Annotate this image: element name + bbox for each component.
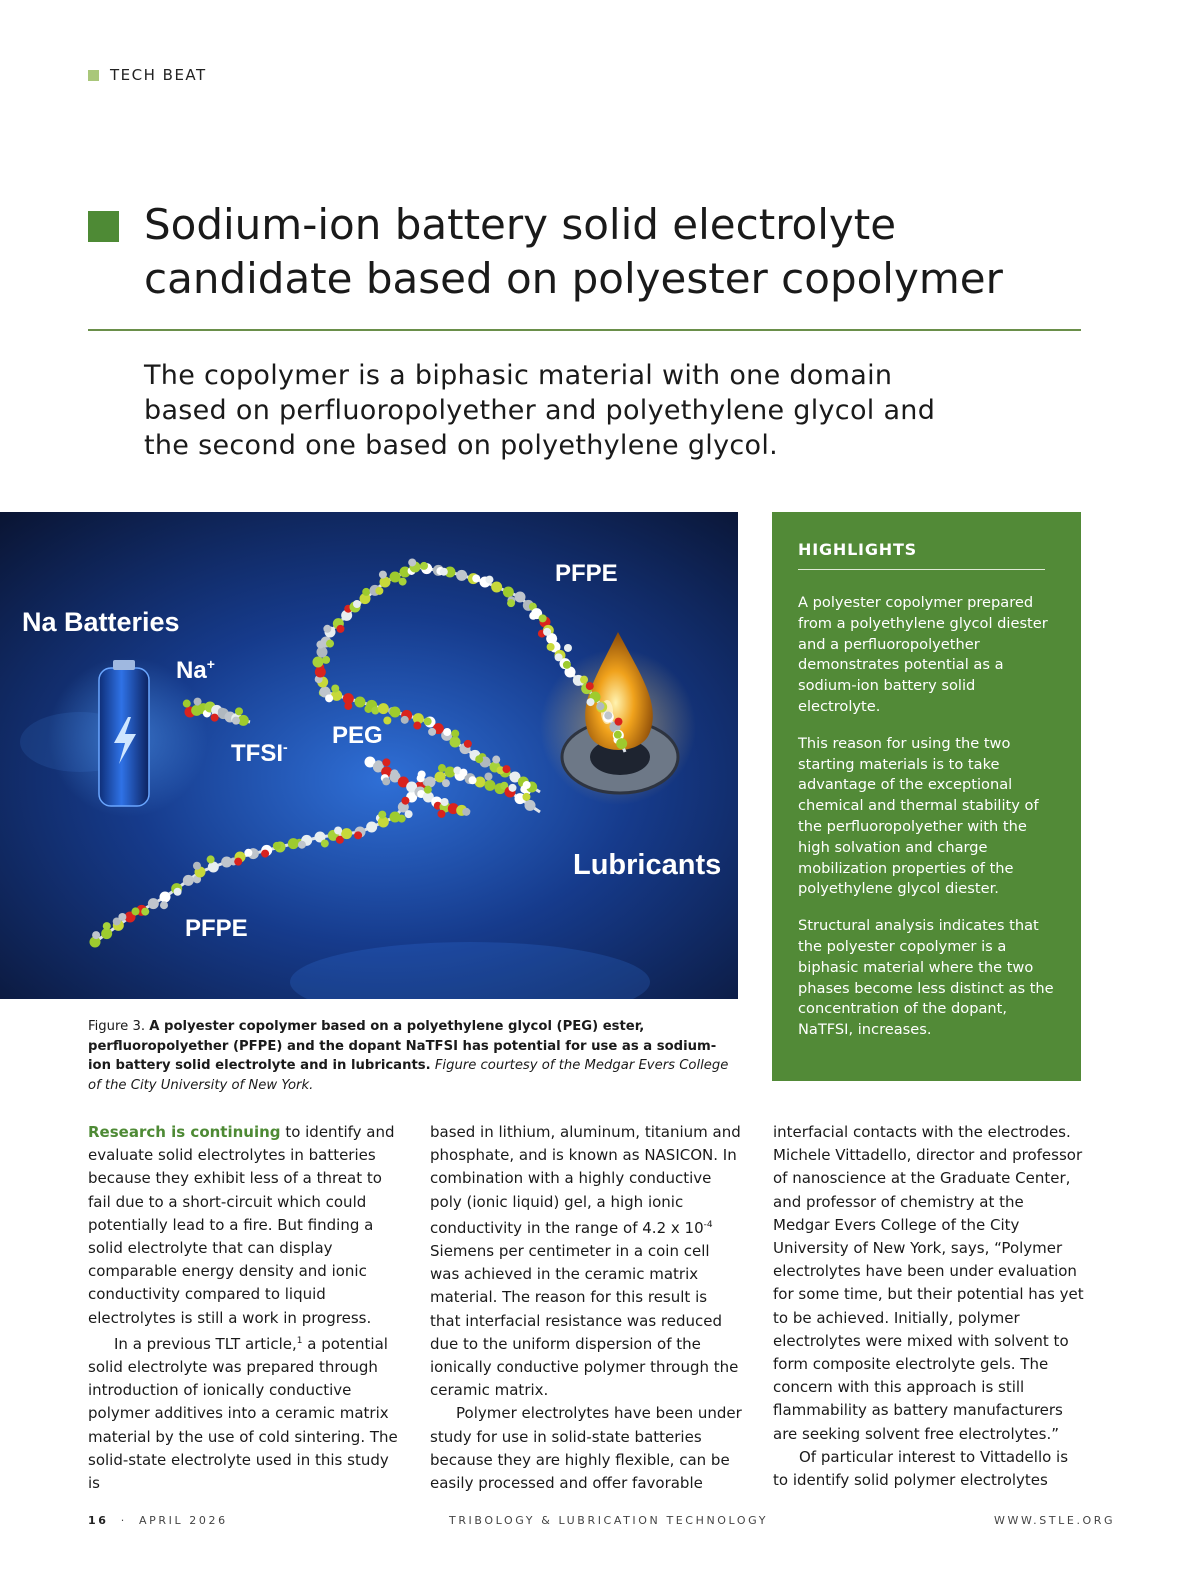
molecule-atom <box>424 717 432 725</box>
tfsi-charge: - <box>283 739 288 755</box>
label-pfpe-top: PFPE <box>555 560 618 587</box>
molecule-atom <box>515 592 526 603</box>
molecule-atom <box>485 780 496 791</box>
molecule-atom <box>586 682 594 690</box>
molecule-atom <box>366 822 377 833</box>
molecule-atom <box>321 839 329 847</box>
body-paragraph: interfacial contacts with the electrodes. Michele Vittadello, director and professor of nanoscience at the Graduate Center, and professor of chemistry at the Medgar Evers College of the City University of New York, says, “Polymer electrolytes have been under evaluation for some time, but their potential has yet to be achieved. Initially, polymer electrolytes were mixed with solvent to form composite electrolyte gels. The concern with this approach is still flammability as battery manufacturers are seeking solvent free electrolytes.” <box>773 1123 1084 1443</box>
molecule-atom <box>353 600 361 608</box>
molecule-atom <box>103 922 111 930</box>
exponent: -4 <box>703 1219 713 1230</box>
figure-caption <box>88 1017 738 1095</box>
molecule-atom <box>405 810 413 818</box>
title-marker <box>88 211 119 242</box>
molecule-atom <box>92 931 100 939</box>
molecule-atom <box>379 571 387 579</box>
body-paragraph <box>88 1121 400 1330</box>
molecule-atom <box>616 738 627 749</box>
molecule-atom <box>424 786 432 794</box>
label-na-batteries: Na Batteries <box>22 607 180 637</box>
molecule-atom <box>375 587 383 595</box>
molecule-atom <box>331 684 339 692</box>
molecule-atom <box>183 700 191 708</box>
molecule-atom <box>437 810 445 818</box>
molecule-atom <box>442 779 450 787</box>
article-title: Sodium-ion battery solid electrolyte candidate based on polyester copolymer <box>144 200 1003 303</box>
molecule-atom <box>298 841 306 849</box>
footer-website: WWW.STLE.ORG <box>994 1514 1116 1527</box>
section-tag-square <box>88 70 99 81</box>
molecule-atom <box>614 731 622 739</box>
molecule-atom <box>458 573 466 581</box>
molecule-atom <box>443 728 451 736</box>
molecule-atom <box>451 730 459 738</box>
molecule-atom <box>507 599 515 607</box>
highlight-item: This reason for using the two starting materials is to take advantage of the exceptional chemical and thermal stability of the perfluoropolyether with the high solvation and charge mobilization properties of the polyethylene glycol diester. <box>798 734 1039 898</box>
molecule-atom <box>475 755 483 763</box>
molecule-atom <box>261 850 269 858</box>
molecule-atom <box>401 716 409 724</box>
molecule-atom <box>539 614 547 622</box>
molecule-atom <box>378 811 386 819</box>
molecule-atom <box>234 858 242 866</box>
body-paragraph: Polymer electrolytes have been under study for use in solid-state batteries because they are highly flexible, can be easily processed and offer favorable <box>430 1404 742 1493</box>
molecule-atom <box>362 588 370 596</box>
highlights-box <box>772 512 1081 1081</box>
molecule-atom <box>438 764 446 772</box>
molecule-atom <box>341 828 352 839</box>
molecule-atom <box>207 855 215 863</box>
molecule-atom <box>459 769 467 777</box>
tfsi-symbol: TFSI <box>231 740 283 767</box>
molecule-atom <box>383 717 391 725</box>
molecule-atom <box>160 892 171 903</box>
footer-separator: · <box>120 1514 127 1527</box>
molecule-atom <box>382 777 390 785</box>
molecule-atom <box>390 707 401 718</box>
molecule-atom <box>141 908 149 916</box>
label-pfpe-bottom: PFPE <box>185 915 248 942</box>
molecule-atom <box>336 625 344 633</box>
page-number: 16 <box>88 1514 109 1527</box>
body-paragraph: Of particular interest to Vittadello is to identify solid polymer electrolytes <box>773 1447 1069 1490</box>
molecule-atom <box>563 661 571 669</box>
molecule-atom <box>543 628 551 636</box>
molecule-atom <box>344 702 352 710</box>
footer-page-date <box>88 1514 228 1527</box>
lead-in: Research is continuing <box>88 1123 281 1141</box>
molecule-atom <box>132 907 140 915</box>
molecule-atom <box>398 815 406 823</box>
molecule-atom <box>355 697 366 708</box>
body-paragraph: based in lithium, aluminum, titanium and phosphate, and is known as NASICON. In combination with a highly conductive poly (ionic liquid) gel, a high ionic conductivity in the range of 4.2 x $10^{-4}$ Siemens per centimeter in a coin cell was achieved in the ceramic matrix material. The reason for this result is that interfacial resistance was reduced due to the uniform dispersion of the ionically conductive polymer through the ceramic matrix. <box>430 1123 741 1400</box>
molecule-atom <box>555 653 563 661</box>
molecule-atom <box>564 644 572 652</box>
molecule-atom <box>523 781 531 789</box>
figure-illustration <box>0 512 738 999</box>
molecule-atom <box>174 888 182 896</box>
molecule-atom <box>614 718 622 726</box>
body-column-2 <box>430 1121 742 1495</box>
molecule-atom <box>235 707 243 715</box>
molecule-atom <box>232 717 240 725</box>
caption-prefix: Figure 3. <box>88 1019 146 1034</box>
title-divider <box>88 329 1081 331</box>
label-peg: PEG <box>332 722 383 749</box>
molecule-atom <box>160 901 168 909</box>
label-lubricants: Lubricants <box>573 849 722 881</box>
molecule-atom <box>509 784 517 792</box>
section-tag <box>88 66 207 84</box>
molecule-atom <box>580 676 588 684</box>
battery-icon <box>99 660 149 806</box>
na-ion-symbol: Na <box>176 657 207 684</box>
section-label: TECH BEAT <box>110 66 207 84</box>
paragraph-text: to identify and evaluate solid electrolytes in batteries because they exhibit less of a threat to fail due to a short-circuit which could potentially lead to a fire. But finding a solid electrolyte that can display comparable energy density and ionic conductivity compared to liquid electrolytes is still a work in progress. <box>88 1123 395 1327</box>
molecule-atom <box>503 587 514 598</box>
molecule-atom <box>441 798 449 806</box>
molecule-atom <box>420 562 428 570</box>
label-tfsi <box>231 739 288 767</box>
molecule-atom <box>491 582 502 593</box>
molecule-atom <box>469 776 477 784</box>
molecule-atom <box>502 765 510 773</box>
highlights-title: HIGHLIGHTS <box>798 540 917 559</box>
molecule-atom <box>183 875 194 886</box>
molecule-atom <box>390 769 398 777</box>
body-column-1 <box>88 1121 400 1495</box>
body-column-3 <box>773 1121 1085 1492</box>
molecule-atom <box>547 643 555 651</box>
molecule-atom <box>484 772 492 780</box>
molecule-atom <box>399 578 407 586</box>
molecule-atom <box>440 568 448 576</box>
molecule-atom <box>525 800 536 811</box>
molecule-atom <box>425 777 436 788</box>
molecule-atom <box>323 625 331 633</box>
molecule-atom <box>211 714 219 722</box>
molecule-atom <box>148 898 159 909</box>
molecule-atom <box>313 657 324 668</box>
molecule-atom <box>587 698 595 706</box>
molecule-atom <box>193 862 201 870</box>
na-ion-charge: + <box>206 656 215 672</box>
body-paragraph: In a previous TLT article,$^1$ a potential solid electrolyte was prepared through introduction of ionically conductive polymer additives into a ceramic matrix material by the use of cold sintering. The solid-state electrolyte used in this study is <box>88 1334 398 1493</box>
molecule-atom <box>408 558 416 566</box>
issue-date: APRIL 2026 <box>139 1514 228 1527</box>
caption-credit: Figure courtesy of the Medgar Evers College of the City University of New York. <box>88 1058 729 1093</box>
molecule-atom <box>218 708 226 716</box>
molecule-atom <box>604 712 612 720</box>
molecule-atom <box>596 702 604 710</box>
molecule-atom <box>325 694 333 702</box>
molecule-atom <box>354 831 362 839</box>
molecule-atom <box>472 575 480 583</box>
molecule-atom <box>326 640 334 648</box>
molecule-atom <box>401 797 409 805</box>
molecule-atom <box>118 913 126 921</box>
molecule-atom <box>492 756 500 764</box>
molecule-atom <box>413 722 421 730</box>
highlight-item: Structural analysis indicates that the polyester copolymer is a biphasic material where the two phases become less distinct as the concentration of the dopant, NaTFSI, increases. <box>798 917 1054 1039</box>
molecule-atom <box>464 740 472 748</box>
caption-body: A polyester copolymer based on a polyethylene glycol (PEG) ester, perfluoropolyether (PFPE) and the dopant NaTFSI has potential for use as a sodium-ion battery solid electrolyte and in lubricants. <box>88 1019 717 1073</box>
molecule-atom <box>244 849 252 857</box>
footnote-ref: 1 <box>296 1335 303 1346</box>
molecule-atom <box>428 728 436 736</box>
highlight-item: A polyester copolymer prepared from a polyethylene glycol diester and a perfluoropolyether demonstrates potential as a sodium-ion battery solid electrolyte. <box>798 594 1048 715</box>
molecule-atom <box>382 758 390 766</box>
article-deck: The copolymer is a biphasic material with one domain based on perfluoropolyether and polyethylene glycol and the second one based on polyethylene glycol. <box>144 360 936 461</box>
molecule-atom <box>273 842 281 850</box>
highlights-divider <box>798 569 1045 570</box>
molecule-atom <box>334 826 342 834</box>
footer-publication: TRIBOLOGY & LUBRICATION TECHNOLOGY <box>449 1514 769 1527</box>
molecule-atom <box>417 774 425 782</box>
molecule-atom <box>450 737 461 748</box>
molecule-atom <box>462 808 470 816</box>
molecule-atom <box>485 576 493 584</box>
molecule-atom <box>378 703 389 714</box>
molecule-atom <box>529 612 537 620</box>
molecule-atom <box>522 793 530 801</box>
